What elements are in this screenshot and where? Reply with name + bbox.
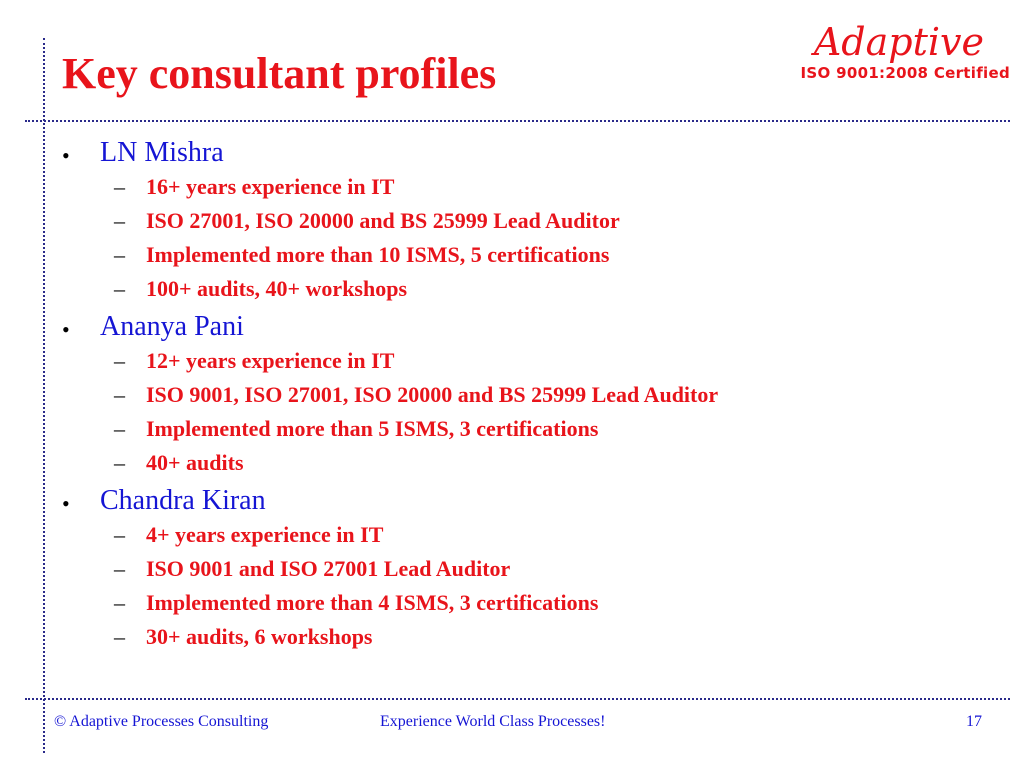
bullet-marker: •: [62, 143, 70, 168]
detail-item: [100, 204, 988, 238]
bullet-marker: •: [62, 491, 70, 516]
dash-marker: –: [114, 624, 125, 649]
consultant-profile-2: [58, 310, 988, 480]
dash-marker: –: [114, 522, 125, 547]
vertical-dotted-rule: [43, 38, 45, 753]
detail-text: Implemented more than 10 ISMS, 5 certifications: [146, 242, 610, 267]
dash-marker: –: [114, 174, 125, 199]
detail-text: ISO 27001, ISO 20000 and BS 25999 Lead Auditor: [146, 208, 620, 233]
slide-body: [58, 136, 988, 658]
detail-text: ISO 9001, ISO 27001, ISO 20000 and BS 25999 Lead Auditor: [146, 382, 719, 407]
dash-marker: –: [114, 450, 125, 475]
dash-marker: –: [114, 208, 125, 233]
consultant-details: [100, 518, 988, 654]
logo-wordmark: Adaptive: [813, 20, 984, 64]
detail-text: 12+ years experience in IT: [146, 348, 395, 373]
detail-text: 16+ years experience in IT: [146, 174, 395, 199]
detail-item: [100, 170, 988, 204]
detail-item: [100, 586, 988, 620]
detail-item: [100, 272, 988, 306]
detail-text: Implemented more than 5 ISMS, 3 certifications: [146, 416, 599, 441]
dash-marker: –: [114, 590, 125, 615]
consultant-name: LN Mishra: [100, 137, 224, 168]
consultant-name: Chandra Kiran: [100, 485, 266, 516]
dash-marker: –: [114, 556, 125, 581]
slide-title: Key consultant profiles: [62, 49, 497, 98]
logo-certification: ISO 9001:2008 Certified: [800, 63, 1010, 82]
dash-marker: –: [114, 348, 125, 373]
consultant-name: Ananya Pani: [100, 311, 244, 342]
page-number: 17: [966, 713, 982, 730]
dash-marker: –: [114, 242, 125, 267]
detail-text: Implemented more than 4 ISMS, 3 certifications: [146, 590, 599, 615]
dash-marker: –: [114, 416, 125, 441]
detail-item: [100, 620, 988, 654]
detail-item: [100, 238, 988, 272]
dash-marker: –: [114, 276, 125, 301]
footer-copyright: © Adaptive Processes Consulting: [54, 713, 269, 730]
company-logo: [801, 22, 1010, 82]
dash-marker: –: [114, 382, 125, 407]
consultant-profile-1: [58, 136, 988, 306]
detail-text: 40+ audits: [146, 450, 244, 475]
detail-text: 100+ audits, 40+ workshops: [146, 276, 408, 301]
detail-item: [100, 412, 988, 446]
consultant-details: [100, 170, 988, 306]
consultant-details: [100, 344, 988, 480]
detail-item: [100, 446, 988, 480]
detail-text: 4+ years experience in IT: [146, 522, 384, 547]
detail-item: [100, 552, 988, 586]
footer-dotted-rule: [25, 698, 1010, 700]
detail-item: [100, 518, 988, 552]
header-dotted-rule: [25, 120, 1010, 122]
footer-tagline: Experience World Class Processes!: [380, 713, 606, 730]
detail-text: ISO 9001 and ISO 27001 Lead Auditor: [146, 556, 511, 581]
consultant-profile-3: [58, 484, 988, 654]
detail-item: [100, 344, 988, 378]
bullet-marker: •: [62, 317, 70, 342]
detail-text: 30+ audits, 6 workshops: [146, 624, 373, 649]
detail-item: [100, 378, 988, 412]
